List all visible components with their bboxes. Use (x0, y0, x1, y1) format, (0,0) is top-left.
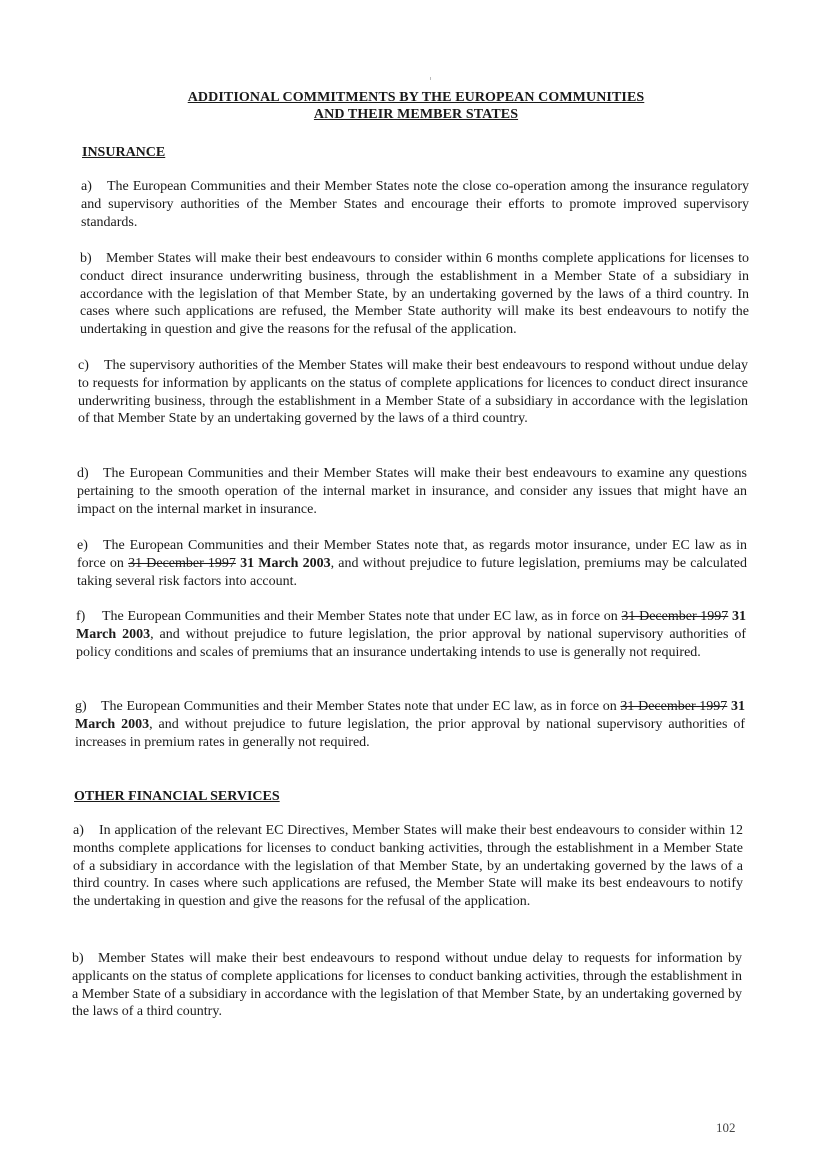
paragraph-text-after: , and without prejudice to future legislation, the prior approval by national supervisory authorities of increases in premium rates in generally not required. (75, 716, 745, 750)
paragraph-label: b) (72, 951, 84, 966)
paragraph-label: f) (76, 609, 86, 624)
page-number: 102 (716, 1120, 736, 1135)
insurance-paragraph-b (80, 250, 749, 339)
document-title-line-2: AND THEIR MEMBER STATES (313, 107, 519, 122)
paragraph-text-before: The European Communities and their Member States note that under EC law, as in force on (102, 609, 622, 624)
insurance-paragraph-e (77, 537, 747, 590)
insurance-paragraph-f (76, 608, 746, 661)
other-financial-services-paragraph-a (73, 822, 743, 911)
paragraph-label: a) (73, 823, 84, 838)
paragraph-text: The supervisory authorities of the Member States will make their best endeavours to respond without undue delay to requests for information by applicants on the status of complete applications for licences to conduct direct insurance underwriting business, through the establishment in a Member State of a subsidiary in accordance with the legislation of that Member State by an undertaking governed by the laws of a third country. (78, 358, 748, 427)
section-heading-insurance: INSURANCE (82, 145, 166, 160)
struck-date: 31 December 1997 (128, 555, 236, 571)
paragraph-label: b) (80, 251, 92, 266)
paragraph-text: The European Communities and their Member States will make their best endeavours to examine any questions pertaining to the smooth operation of the internal market in insurance, and consider any issues that might have an impact on the internal market in insurance. (77, 466, 747, 517)
amended-date: 31 March 2003 (235, 555, 331, 571)
amended-date: 31 March 2003 (75, 699, 745, 732)
insurance-paragraph-d (77, 465, 747, 518)
insurance-paragraph-a (81, 178, 749, 231)
paragraph-text: In application of the relevant EC Directives, Member States will make their best endeavours to consider within 12 months complete applications for licenses to conduct banking activities, through the establishment in a Member State of a subsidiary in accordance with the legislation of that Member State, by an undertaking governed by the laws of a third country. In cases where such applications are refused, the Member State will make its best endeavours to notify the undertaking in question and give the reasons for the refusal of the application. (73, 823, 743, 910)
paragraph-text-before: The European Communities and their Member States note that under EC law, as in force on (101, 699, 621, 714)
scan-mark (430, 77, 431, 80)
amended-date: 31 March 2003 (76, 609, 746, 642)
struck-date: 31 December 1997 (620, 699, 728, 714)
insurance-paragraph-c (78, 357, 748, 428)
insurance-paragraph-g (75, 698, 745, 751)
document-title-line-1: ADDITIONAL COMMITMENTS BY THE EUROPEAN COMMUNITIES (187, 90, 645, 105)
paragraph-text-after: , and without prejudice to future legislation, the prior approval by national supervisory authorities of policy conditions and scales of premiums that an insurance undertaking intends to use is generally not required. (76, 626, 746, 660)
paragraph-label: c) (78, 358, 89, 373)
paragraph-label: a) (81, 179, 92, 194)
paragraph-label: d) (77, 466, 89, 481)
other-financial-services-paragraph-b (72, 950, 742, 1021)
paragraph-text-after: , and without prejudice to future legislation, premiums may be calculated taking several risk factors into account. (77, 555, 747, 589)
paragraph-text-before: The European Communities and their Member States note that, as regards motor insurance, under EC law as in force on (77, 538, 747, 571)
paragraph-label: e) (77, 538, 88, 553)
paragraph-label: g) (75, 699, 87, 714)
section-heading-other-financial-services: OTHER FINANCIAL SERVICES (74, 789, 280, 804)
paragraph-text: Member States will make their best endeavours to consider within 6 months complete applications for licenses to conduct direct insurance underwriting business, through the establishment in a Member State of a subsidiary in accordance with the legislation of that Member State, by an undertaking governed by the laws of a third country. In cases where such applications are refused, the Member State authority will make its best endeavours to notify the undertaking in question and give the reasons for the refusal of the application. (80, 251, 749, 338)
paragraph-text: The European Communities and their Member States note the close co-operation among the insurance regulatory and supervisory authorities of the Member States and encourage their efforts to promote improved supervisory standards. (81, 179, 749, 230)
struck-date: 31 December 1997 (621, 609, 729, 624)
paragraph-text: Member States will make their best endeavours to respond without undue delay to requests for information by applicants on the status of complete applications for licenses to conduct banking activities, through the establishment in a Member State of a subsidiary in accordance with the legislation of that Member State, by an undertaking governed by the laws of a third country. (72, 951, 742, 1020)
